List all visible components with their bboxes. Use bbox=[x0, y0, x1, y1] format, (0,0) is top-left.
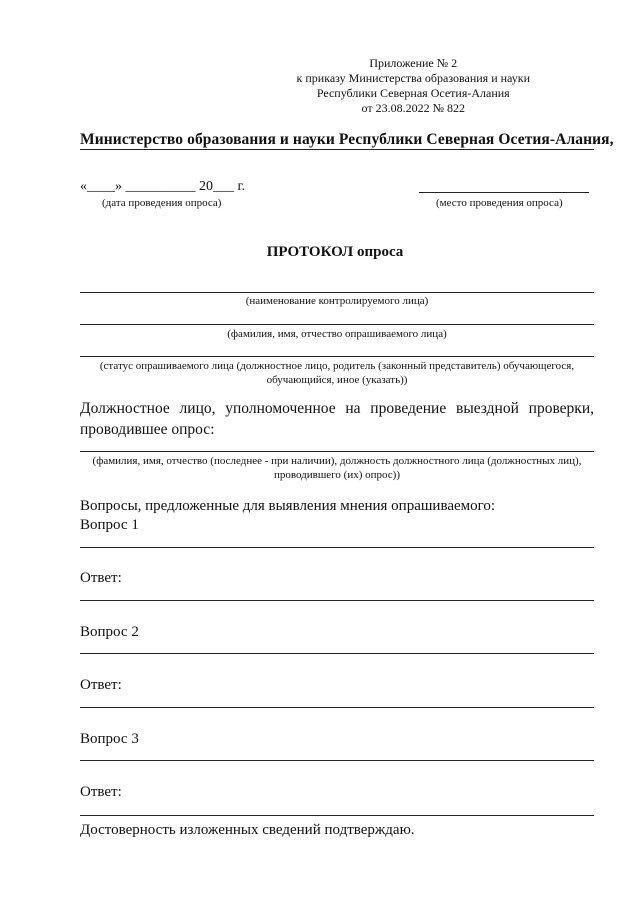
question-3-label: Вопрос 3 bbox=[80, 731, 139, 747]
answer-1-line[interactable] bbox=[80, 600, 594, 601]
date-caption: (дата проведения опроса) bbox=[102, 197, 222, 209]
appendix-line-4: от 23.08.2022 № 822 bbox=[361, 101, 466, 115]
answer-2-line[interactable] bbox=[80, 707, 594, 708]
question-1-line[interactable] bbox=[80, 547, 594, 548]
ministry-underline bbox=[80, 149, 594, 150]
appendix-line-1: Приложение № 2 bbox=[369, 56, 458, 70]
place-caption: (место проведения опроса) bbox=[436, 197, 563, 209]
question-1-label: Вопрос 1 bbox=[80, 517, 139, 533]
answer-2-label: Ответ: bbox=[80, 677, 122, 693]
controlled-person-field[interactable] bbox=[80, 292, 594, 293]
question-2-line[interactable] bbox=[80, 653, 594, 654]
respondent-status-caption: (статус опрашиваемого лица (должностное лицо, родитель (законный представитель) обучающегося, обучающийся, иное (указать)) bbox=[99, 360, 575, 386]
respondent-status-field[interactable] bbox=[80, 356, 594, 357]
place-field[interactable] bbox=[419, 192, 589, 193]
answer-3-line[interactable] bbox=[80, 815, 594, 816]
official-paragraph: Должностное лицо, уполномоченное на проведение выездной проверки, проводившее опрос: bbox=[80, 400, 594, 438]
ministry-name: Министерство образования и науки Республики Северная Осетия-Алания, bbox=[80, 131, 614, 148]
date-field[interactable]: «____» __________ 20___ г. bbox=[80, 179, 246, 194]
questions-intro: Вопросы, предложенные для выявления мнения опрашиваемого: bbox=[80, 498, 496, 514]
confirmation-text: Достоверность изложенных сведений подтверждаю. bbox=[80, 822, 415, 838]
official-field[interactable] bbox=[80, 451, 594, 452]
question-2-label: Вопрос 2 bbox=[80, 624, 139, 640]
appendix-block bbox=[297, 56, 530, 116]
respondent-name-field[interactable] bbox=[80, 324, 594, 325]
answer-1-label: Ответ: bbox=[80, 570, 122, 586]
controlled-person-caption: (наименование контролируемого лица) bbox=[245, 295, 429, 307]
appendix-line-2: к приказу Министерства образования и науки bbox=[296, 71, 530, 85]
appendix-line-3: Республики Северная Осетия-Алания bbox=[316, 86, 510, 100]
answer-3-label: Ответ: bbox=[80, 784, 122, 800]
protocol-title: ПРОТОКОЛ опроса bbox=[266, 244, 404, 260]
respondent-name-caption: (фамилия, имя, отчество опрашиваемого лица) bbox=[227, 328, 447, 340]
question-3-line[interactable] bbox=[80, 760, 594, 761]
official-caption: (фамилия, имя, отчество (последнее - при наличии), должность должностного лица (должностных лиц), проводившего (их) опрос)) bbox=[92, 455, 582, 481]
